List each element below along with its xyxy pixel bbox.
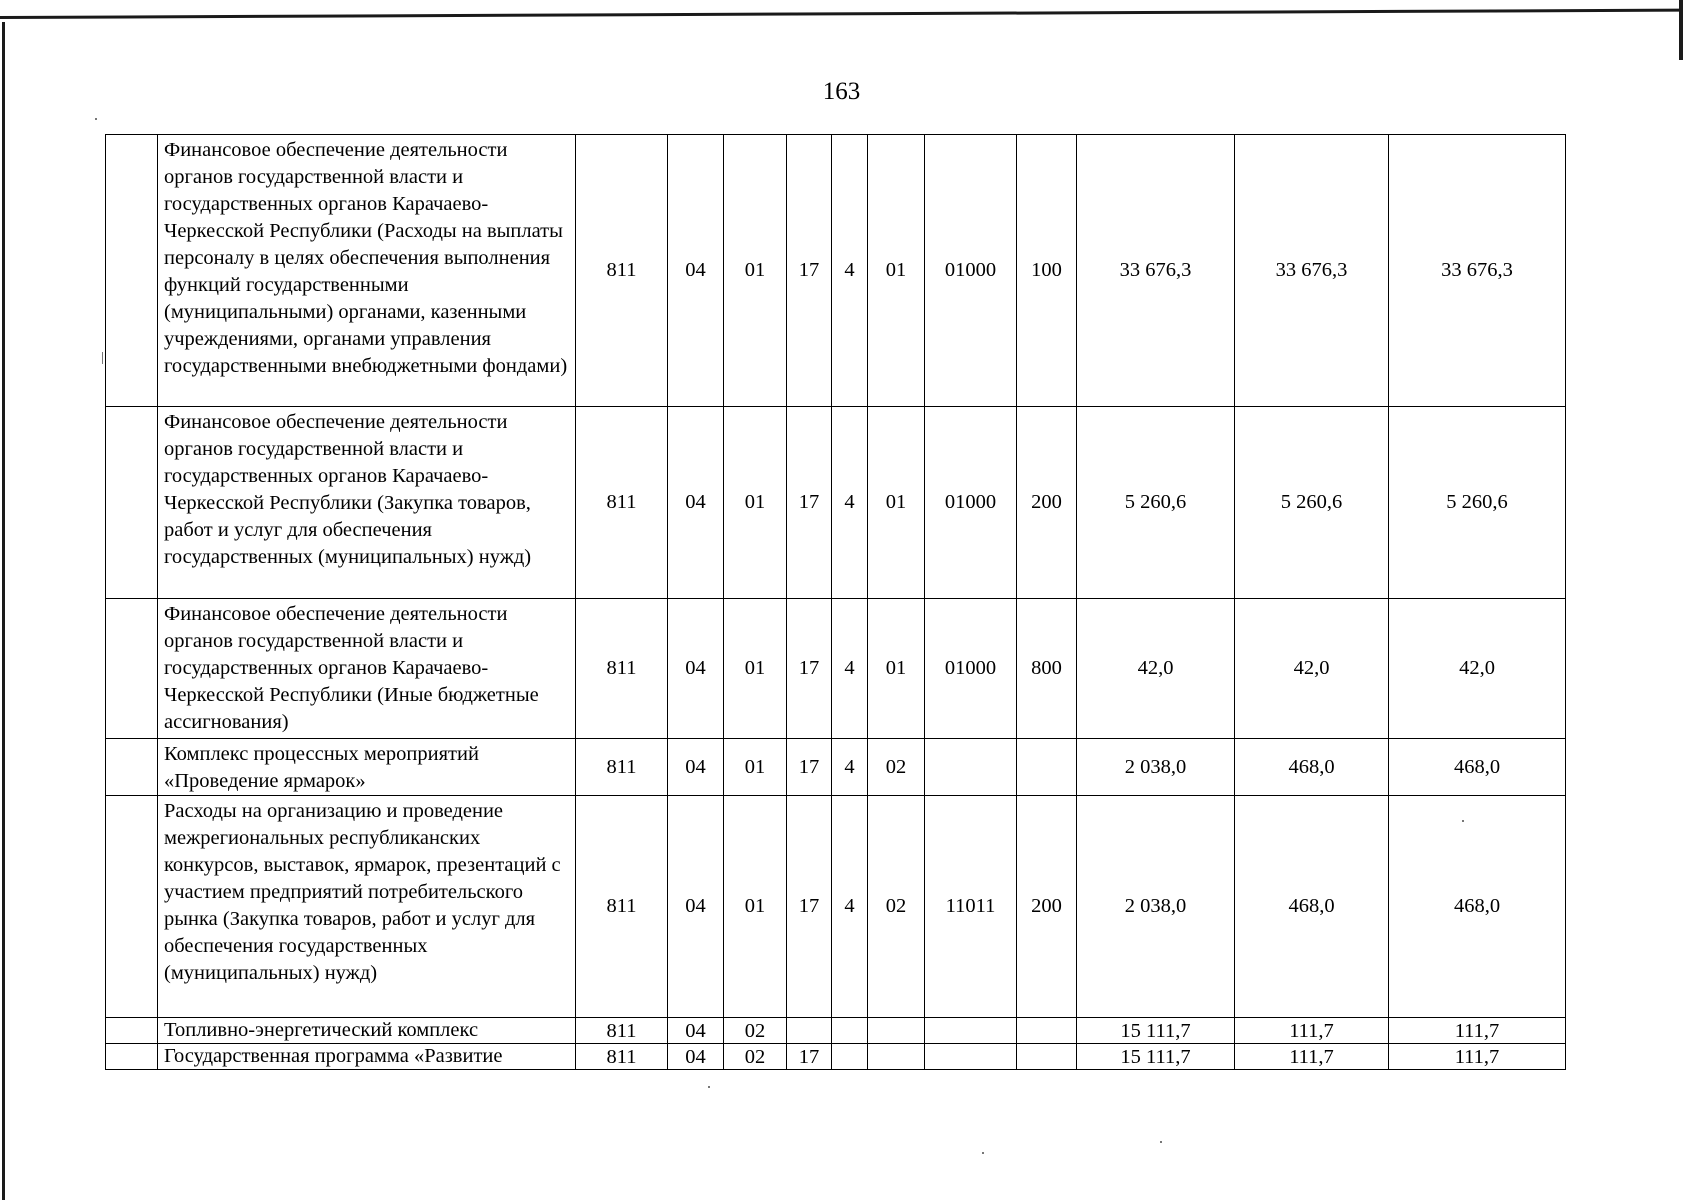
year2-amount-cell: 111,7 [1235, 1018, 1389, 1044]
scan-speck [982, 1152, 984, 1154]
ved-cell: 811 [576, 739, 668, 796]
year1-amount-cell: 33 676,3 [1077, 135, 1235, 407]
year1-amount-cell: 5 260,6 [1077, 407, 1235, 599]
ved-cell: 811 [576, 796, 668, 1018]
year3-amount-cell: 5 260,6 [1389, 407, 1566, 599]
year3-amount-cell: 33 676,3 [1389, 135, 1566, 407]
year1-amount-cell: 2 038,0 [1077, 739, 1235, 796]
vr-cell: 200 [1017, 796, 1077, 1018]
index-cell [106, 135, 158, 407]
cs-type-cell: 4 [832, 739, 868, 796]
cs-direction-cell: 11011 [925, 796, 1017, 1018]
table-row [106, 796, 1566, 1018]
cs-program-cell: 17 [787, 407, 832, 599]
table-row [106, 135, 1566, 407]
pr-cell: 01 [724, 407, 787, 599]
year3-amount-cell: 111,7 [1389, 1044, 1566, 1070]
pr-cell: 01 [724, 135, 787, 407]
cs-type-cell: 4 [832, 796, 868, 1018]
budget-table [105, 134, 1566, 1070]
year1-amount-cell: 15 111,7 [1077, 1044, 1235, 1070]
year1-amount-cell: 2 038,0 [1077, 796, 1235, 1018]
pr-cell: 01 [724, 599, 787, 739]
rz-cell: 04 [668, 135, 724, 407]
cs-direction-cell [925, 1018, 1017, 1044]
ved-cell: 811 [576, 1018, 668, 1044]
description-cell: Финансовое обеспечение деятельности органов государственной власти и государственных органов Карачаево-Черкесской Республики (Иные бюджетные ассигнования) [158, 599, 576, 739]
description-cell: Государственная программа «Развитие [158, 1044, 576, 1070]
cs-structure-cell: 01 [868, 407, 925, 599]
rz-cell: 04 [668, 407, 724, 599]
description-cell: Расходы на организацию и проведение межрегиональных республиканских конкурсов, выставок, ярмарок, презентаций с участием предприятий потребительского рынка (Закупка товаров, работ и услуг для обеспечения государственных (муниципальных) нужд) [158, 796, 576, 1018]
cs-direction-cell: 01000 [925, 407, 1017, 599]
table-row [106, 1018, 1566, 1044]
cs-program-cell: 17 [787, 135, 832, 407]
year3-amount-cell: 468,0 [1389, 739, 1566, 796]
index-cell [106, 1044, 158, 1070]
cs-type-cell: 4 [832, 135, 868, 407]
cs-structure-cell: 01 [868, 599, 925, 739]
year2-amount-cell: 33 676,3 [1235, 135, 1389, 407]
ved-cell: 811 [576, 1044, 668, 1070]
year2-amount-cell: 42,0 [1235, 599, 1389, 739]
ved-cell: 811 [576, 599, 668, 739]
scan-speck [1462, 820, 1464, 822]
cs-structure-cell [868, 1044, 925, 1070]
year2-amount-cell: 5 260,6 [1235, 407, 1389, 599]
pr-cell: 01 [724, 739, 787, 796]
cs-structure-cell: 02 [868, 739, 925, 796]
vr-cell [1017, 1044, 1077, 1070]
index-cell [106, 739, 158, 796]
rz-cell: 04 [668, 739, 724, 796]
description-cell: Комплекс процессных мероприятий «Проведение ярмарок» [158, 739, 576, 796]
rz-cell: 04 [668, 1018, 724, 1044]
rz-cell: 04 [668, 599, 724, 739]
cs-structure-cell: 01 [868, 135, 925, 407]
cs-program-cell: 17 [787, 739, 832, 796]
table-row [106, 407, 1566, 599]
vr-cell: 100 [1017, 135, 1077, 407]
cs-program-cell: 17 [787, 1044, 832, 1070]
page-number: 163 [822, 78, 861, 105]
scan-speck [708, 1086, 710, 1088]
vr-cell: 200 [1017, 407, 1077, 599]
year2-amount-cell: 468,0 [1235, 739, 1389, 796]
cs-type-cell: 4 [832, 599, 868, 739]
pr-cell: 01 [724, 796, 787, 1018]
cs-direction-cell [925, 1044, 1017, 1070]
cs-structure-cell: 02 [868, 796, 925, 1018]
cs-direction-cell [925, 739, 1017, 796]
cs-type-cell [832, 1044, 868, 1070]
cs-type-cell [832, 1018, 868, 1044]
vr-cell [1017, 739, 1077, 796]
table-body [106, 135, 1566, 1070]
cs-direction-cell: 01000 [925, 135, 1017, 407]
table-row [106, 1044, 1566, 1070]
cs-program-cell [787, 1018, 832, 1044]
rz-cell: 04 [668, 1044, 724, 1070]
cs-type-cell: 4 [832, 407, 868, 599]
year2-amount-cell: 111,7 [1235, 1044, 1389, 1070]
description-cell: Топливно-энергетический комплекс [158, 1018, 576, 1044]
pr-cell: 02 [724, 1018, 787, 1044]
cs-structure-cell [868, 1018, 925, 1044]
vr-cell: 800 [1017, 599, 1077, 739]
rz-cell: 04 [668, 796, 724, 1018]
cs-program-cell: 17 [787, 796, 832, 1018]
description-cell: Финансовое обеспечение деятельности органов государственной власти и государственных органов Карачаево-Черкесской Республики (Расходы на выплаты персоналу в целях обеспечения выполнения функций государственными (муниципальными) органами, казенными учреждениями, органами управления государственными внебюджетными фондами) [158, 135, 576, 407]
table-row [106, 599, 1566, 739]
index-cell [106, 796, 158, 1018]
description-cell: Финансовое обеспечение деятельности органов государственной власти и государственных органов Карачаево-Черкесской Республики (Закупка товаров, работ и услуг для обеспечения государственных (муниципальных) нужд) [158, 407, 576, 599]
scan-speck [1160, 1141, 1162, 1143]
year1-amount-cell: 15 111,7 [1077, 1018, 1235, 1044]
cs-program-cell: 17 [787, 599, 832, 739]
year3-amount-cell: 111,7 [1389, 1018, 1566, 1044]
table-row [106, 739, 1566, 796]
year3-amount-cell: 42,0 [1389, 599, 1566, 739]
scan-frame-right [1679, 0, 1683, 60]
scan-speck [95, 118, 97, 120]
ved-cell: 811 [576, 135, 668, 407]
cs-direction-cell: 01000 [925, 599, 1017, 739]
index-cell [106, 1018, 158, 1044]
index-cell [106, 599, 158, 739]
year1-amount-cell: 42,0 [1077, 599, 1235, 739]
vr-cell [1017, 1018, 1077, 1044]
pr-cell: 02 [724, 1044, 787, 1070]
index-cell [106, 407, 158, 599]
year3-amount-cell: 468,0 [1389, 796, 1566, 1018]
scan-frame-top [0, 0, 1683, 19]
scan-frame-left [2, 22, 5, 1200]
ved-cell: 811 [576, 407, 668, 599]
scan-speck [102, 352, 103, 364]
year2-amount-cell: 468,0 [1235, 796, 1389, 1018]
